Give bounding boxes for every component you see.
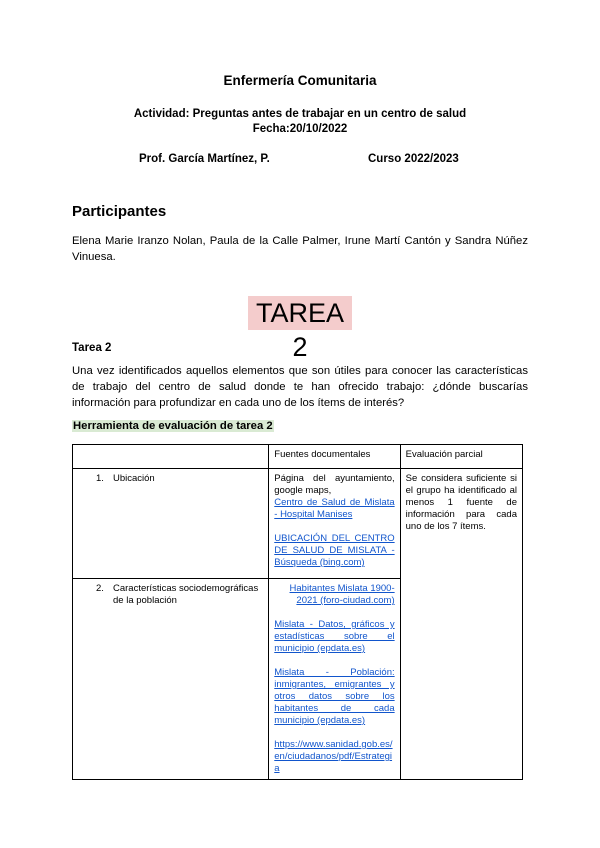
source-link[interactable]: Mislata - Población: inmigrantes, emigrantes y otros datos sobre los habitantes de cada municipio (epdata.es): [274, 667, 395, 726]
header-cell-empty: [73, 445, 269, 469]
item-number: 2.: [96, 583, 104, 594]
evaluation-text: Se considera suficiente si el grupo ha identificado al menos 1 fuente de información para cada uno de los 7 ítems.: [405, 473, 517, 532]
source-link[interactable]: Centro de Salud de Mislata - Hospital Manises: [274, 497, 395, 520]
source-link[interactable]: https://www.sanidad.gob.es/en/ciudadanos/pdf/Estrategia: [274, 739, 393, 774]
task-description: Una vez identificados aquellos elementos que son útiles para conocer las características de trabajo del centro de salud donde te han ofrecido trabajo: ¿dónde buscarías información para profundizar en cada uno de los ítems de interés?: [72, 365, 528, 409]
item-cell: [73, 469, 269, 579]
source-link[interactable]: UBICACIÓN DEL CENTRO DE SALUD DE MISLATA - Búsqueda (bing.com): [274, 533, 395, 568]
evaluation-table: [72, 444, 523, 780]
task-subtitle: Tarea 2: [72, 342, 112, 354]
professor-name: Prof. García Martínez, P.: [139, 153, 270, 165]
participants-names: Elena Marie Iranzo Nolan, Paula de la Calle Palmer, Irune Martí Cantón y Sandra Núñez Vinuesa.: [72, 235, 528, 263]
course-year: Curso 2022/2023: [368, 153, 459, 165]
item-label: Ubicación: [113, 473, 155, 484]
table-header-row: [73, 445, 523, 469]
table-row: [73, 469, 523, 579]
activity-title: Actividad: Preguntas antes de trabajar en un centro de salud: [133, 108, 467, 120]
sources-cell: [269, 579, 400, 780]
item-cell: [73, 579, 269, 780]
source-link[interactable]: Mislata - Datos, gráficos y estadísticas sobre el municipio (epdata.es): [274, 619, 395, 654]
participants-heading: Participantes: [72, 203, 167, 220]
sources-cell: [269, 469, 400, 579]
header-cell-sources: Fuentes documentales: [269, 445, 400, 469]
task-banner: TAREA 2: [248, 296, 352, 330]
tool-title: Herramienta de evaluación de tarea 2: [73, 420, 273, 432]
item-label: Características sociodemográficas de la población: [113, 583, 259, 606]
item-number: 1.: [96, 473, 104, 484]
course-title: Enfermería Comunitaria: [223, 73, 377, 88]
header-cell-evaluation: Evaluación parcial: [400, 445, 522, 469]
activity-date: Fecha:20/10/2022: [252, 123, 348, 135]
evaluation-cell: [400, 469, 522, 780]
source-link[interactable]: Habitantes Mislata 1900-2021 (foro-ciudad.com): [289, 583, 395, 606]
source-text: Página del ayuntamiento, google maps,: [274, 473, 395, 496]
